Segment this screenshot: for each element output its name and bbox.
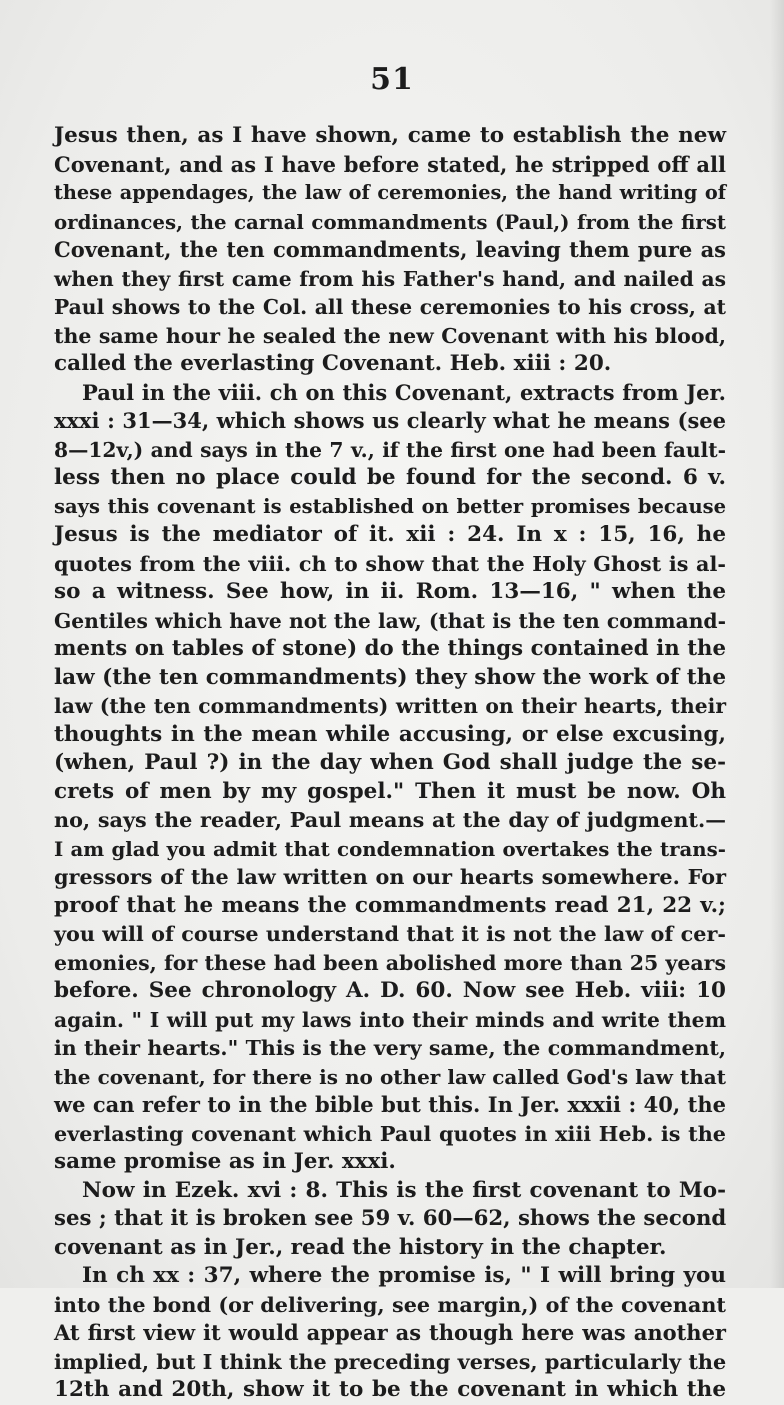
text-line: called the everlasting Covenant. Heb. xiii : 20. xyxy=(54,351,612,376)
text-line: when they first came from his Father's hand, and nailed as xyxy=(54,266,726,291)
text-line: emonies, for these had been abolished more than 25 years xyxy=(54,950,726,975)
text-line: At first view it would appear as though here was another xyxy=(54,1320,726,1345)
text-line: crets of men by my gospel." Then it must be now. Oh xyxy=(54,778,726,804)
text-line: the covenant, for there is no other law called God's law that xyxy=(54,1064,726,1089)
text-line: gressors of the law written on our hearts somewhere. For xyxy=(54,865,726,889)
text-line: the same hour he sealed the new Covenant with his blood, xyxy=(54,323,726,348)
text-line: same promise as in Jer. xxxi. xyxy=(54,1149,396,1174)
text-line: Jesus is the mediator of it. xii : 24. In x : 15, 16, he xyxy=(54,522,726,547)
text-line: covenant as in Jer., read the history in the chapter. xyxy=(54,1234,667,1260)
text-line: again. " I will put my laws into their minds and write them xyxy=(54,1007,726,1032)
text-line: 8—12v,) and says in the 7 v., if the first one had been fault- xyxy=(54,437,726,462)
text-line: In ch xx : 37, where the promise is, " I will bring you xyxy=(82,1263,726,1288)
text-line: (when, Paul ?) in the day when God shall judge the se- xyxy=(54,750,726,775)
text-line: Paul in the viii. ch on this Covenant, extracts from Jer. xyxy=(82,379,726,405)
text-line: so a witness. See how, in ii. Rom. 13—16, " when the xyxy=(54,579,726,604)
text-line: we can refer to in the bible but this. In Jer. xxxii : 40, the xyxy=(54,1092,726,1117)
text-line: ments on tables of stone) do the things contained in the xyxy=(54,636,726,661)
text-line: no, says the reader, Paul means at the day of judgment.— xyxy=(54,808,726,832)
text-line: Covenant, the ten commandments, leaving them pure as xyxy=(54,237,726,262)
page-body-text xyxy=(54,122,726,1405)
text-line: these appendages, the law of ceremonies, the hand writing of xyxy=(54,181,726,204)
text-line: everlasting covenant which Paul quotes in xiii Heb. is the xyxy=(54,1121,726,1146)
text-line: Now in Ezek. xvi : 8. This is the first covenant to Mo- xyxy=(82,1177,726,1203)
text-line: ses ; that it is broken see 59 v. 60—62, shows the second xyxy=(54,1206,727,1231)
text-line: law (the ten commandments) they show the work of the xyxy=(54,664,726,690)
text-line: less then no place could be found for the second. 6 v. xyxy=(54,465,726,490)
page-edge-shadow xyxy=(770,0,784,1288)
text-line: quotes from the viii. ch to show that the Holy Ghost is al- xyxy=(54,551,726,576)
text-line: Covenant, and as I have before stated, he stripped off all xyxy=(54,151,726,177)
text-line: 12th and 20th, show it to be the covenant in which the xyxy=(54,1377,726,1402)
page-number: 51 xyxy=(370,62,414,97)
text-line: xxxi : 31—34, which shows us clearly what he means (see xyxy=(54,408,726,433)
text-line: into the bond (or delivering, see margin,) of the covenant xyxy=(54,1292,726,1317)
text-line: you will of course understand that it is not the law of cer- xyxy=(54,922,726,946)
text-line: Gentiles which have not the law, (that is the ten command- xyxy=(54,608,726,633)
text-line: Paul shows to the Col. all these ceremonies to his cross, at xyxy=(54,295,726,319)
text-line: ordinances, the carnal commandments (Paul,) from the first xyxy=(54,209,726,234)
text-line: says this covenant is established on better promises because xyxy=(54,494,726,518)
text-line: thoughts in the mean while accusing, or else excusing, xyxy=(54,721,726,747)
text-line: before. See chronology A. D. 60. Now see Heb. viii: 10 xyxy=(54,978,726,1003)
text-line: implied, but I think the preceding verses, particularly the xyxy=(54,1349,727,1374)
text-line: proof that he means the commandments read 21, 22 v.; xyxy=(54,892,726,918)
text-line: Jesus then, as I have shown, came to establish the new xyxy=(54,123,726,148)
text-line: in their hearts." This is the very same, the commandment, xyxy=(54,1036,726,1060)
text-line: law (the ten commandments) written on their hearts, their xyxy=(54,694,726,718)
text-line: I am glad you admit that condemnation overtakes the trans- xyxy=(54,836,726,861)
